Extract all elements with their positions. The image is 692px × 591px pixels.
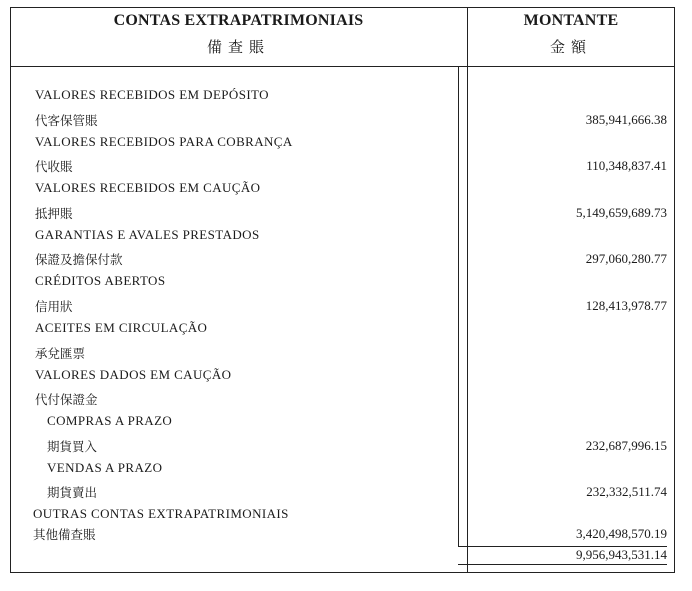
row-label-pt: VALORES RECEBIDOS EM DEPÓSITO: [35, 87, 269, 102]
row-amount: 128,413,978.77: [585, 298, 667, 313]
amount-column-rule: [458, 66, 459, 546]
row-label-pt: CRÉDITOS ABERTOS: [35, 273, 166, 288]
row-label-zh: 信用狀: [35, 299, 73, 314]
header-amount-pt: MONTANTE: [523, 12, 619, 29]
row-label-zh: 代收賬: [35, 159, 73, 174]
header-amount: [467, 12, 675, 57]
header-amount-zh: 金額: [549, 40, 592, 56]
row-amount: 232,687,996.15: [585, 438, 667, 453]
row-label-zh: 期貨買入: [47, 439, 98, 454]
row-label-zh: 期貨賣出: [47, 485, 98, 500]
row-label-pt: OUTRAS CONTAS EXTRAPATRIMONIAIS: [33, 506, 289, 521]
row-label-pt: VENDAS A PRAZO: [47, 460, 163, 475]
row-label-pt: VALORES DADOS EM CAUÇÃO: [35, 367, 232, 382]
row-amount: 5,149,659,689.73: [576, 205, 667, 220]
row-label-pt: COMPRAS A PRAZO: [47, 413, 173, 428]
total-amount: 9,956,943,531.14: [576, 547, 667, 562]
row-label-zh: 承兌匯票: [35, 346, 86, 361]
row-label-pt: VALORES RECEBIDOS PARA COBRANÇA: [35, 134, 293, 149]
header-accounts: [10, 12, 467, 57]
row-label-zh: 其他備查賬: [33, 527, 96, 542]
row-label-pt: ACEITES EM CIRCULAÇÃO: [35, 320, 208, 335]
header-accounts-zh: 備查賬: [206, 40, 270, 56]
row-amount: 297,060,280.77: [585, 251, 667, 266]
row-label-zh: 代付保證金: [35, 392, 98, 407]
header-divider: [10, 66, 675, 67]
row-amount: 3,420,498,570.19: [576, 526, 667, 541]
row-label-pt: VALORES RECEBIDOS EM CAUÇÃO: [35, 180, 261, 195]
row-amount: 110,348,837.41: [586, 158, 667, 173]
row-label-zh: 保證及擔保付款: [35, 252, 123, 267]
row-label-pt: GARANTIAS E AVALES PRESTADOS: [35, 227, 260, 242]
row-label-zh: 代客保管賬: [35, 113, 98, 128]
row-amount: 232,332,511.74: [586, 484, 667, 499]
header-accounts-pt: CONTAS EXTRAPATRIMONIAIS: [113, 12, 364, 29]
total-rule-bottom: [458, 564, 667, 565]
column-divider: [467, 7, 468, 573]
row-label-zh: 抵押賬: [35, 206, 73, 221]
row-amount: 385,941,666.38: [585, 112, 667, 127]
